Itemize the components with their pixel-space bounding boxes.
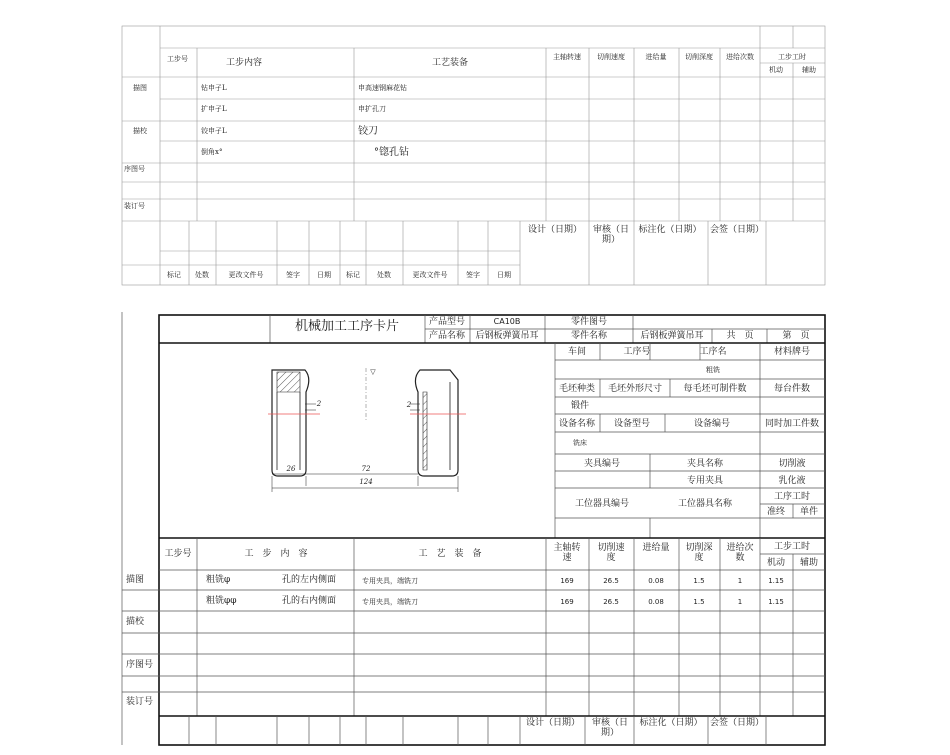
upper-sign-countersign: 会签（日期）	[710, 225, 765, 235]
coolant-value: 乳化液	[778, 476, 806, 486]
blank-type-value: 锻件	[570, 401, 590, 411]
upper-header-spindle: 主轴转速	[553, 53, 581, 61]
material-label: 材料牌号	[773, 347, 811, 357]
upper-sign-review: 审核（日期）	[592, 225, 629, 246]
lower-step-times: 1	[737, 577, 743, 585]
upper-sign-design: 设计（日期）	[527, 225, 582, 235]
coolant-label: 切削液	[778, 459, 806, 469]
upper-header-machine: 机动	[769, 66, 783, 74]
upper-footer-mark: 标记	[346, 271, 360, 279]
upper-step-content: 钻申孑L	[201, 84, 227, 92]
lower-header-feed: 进给量	[642, 543, 670, 553]
process-name-value: 粗铣	[706, 366, 720, 374]
lower-step-speed: 26.5	[603, 598, 619, 606]
parts-per-blank-label: 每毛坯可制件数	[683, 384, 747, 394]
upper-step-content: 扩申孑L	[201, 105, 227, 113]
drawing-dim-d: 2	[316, 400, 322, 408]
upper-footer-change-doc: 更改文件号	[228, 271, 264, 279]
upper-step-content: 铰申孑L	[201, 127, 227, 135]
upper-side-label: 描图	[133, 84, 147, 92]
product-model-value: CA10B	[493, 317, 521, 326]
process-name-label: 工序名	[699, 347, 727, 357]
lower-header-spindle: 主轴转速	[553, 543, 581, 564]
lower-side-label: 装订号	[126, 697, 154, 707]
upper-footer-count: 处数	[377, 271, 391, 279]
lower-step-content: 孔的左内侧面	[282, 575, 337, 585]
lower-step-feed: 0.08	[648, 577, 664, 585]
card-title: 机械加工工序卡片	[294, 319, 400, 334]
per-piece-label: 单件	[799, 507, 819, 517]
lower-header-cut-speed: 切削速度	[597, 543, 625, 564]
upper-header-aux: 辅助	[802, 66, 816, 74]
blank-size-label: 毛坯外形尺寸	[607, 384, 663, 394]
lower-step-content: 粗铣φ	[206, 575, 231, 585]
upper-header-cut-speed: 切削速度	[597, 53, 625, 61]
part-name-value: 后钢板弹簧吊耳	[640, 331, 704, 341]
lower-header-content: 工 步 内 容	[244, 549, 308, 559]
lower-header-step-no: 工步号	[164, 549, 192, 559]
upper-side-label: 序图号	[124, 165, 145, 173]
lower-step-depth: 1.5	[693, 577, 705, 585]
lower-sign-countersign: 会签（日期）	[709, 718, 765, 728]
lower-step-equipment: 专用夹具，端铣刀	[362, 577, 418, 585]
upper-step-equipment: °锪孔钻	[374, 147, 409, 158]
lower-step-content: 孔的右内侧面	[282, 596, 337, 606]
lower-header-aux: 辅助	[799, 558, 819, 568]
lower-side-label: 序图号	[126, 660, 154, 670]
upper-footer-mark: 标记	[167, 271, 181, 279]
upper-footer-date: 日期	[497, 271, 511, 279]
upper-header-feed-times: 进给次数	[726, 53, 754, 61]
upper-side-label: 描校	[133, 127, 147, 135]
upper-footer-signature: 签字	[286, 271, 300, 279]
process-hour-label: 工序工时	[773, 492, 811, 502]
lower-sign-design: 设计（日期）	[525, 718, 581, 728]
lower-step-equipment: 专用夹具，端铣刀	[362, 598, 418, 606]
part-name-label: 零件名称	[570, 331, 608, 341]
fixture-name-value: 专用夹具	[686, 476, 724, 486]
prep-end-label: 准终	[766, 507, 786, 517]
lower-step-feed: 0.08	[648, 598, 664, 606]
station-tool-no-label: 工位器具编号	[574, 499, 630, 509]
page-number: 第 页	[782, 331, 810, 341]
fixture-name-label: 夹具名称	[686, 459, 724, 469]
upper-step-equipment: 申扩孔刀	[358, 105, 386, 113]
station-tool-name-label: 工位器具名称	[677, 499, 733, 509]
upper-footer-count: 处数	[195, 271, 209, 279]
upper-header-feed: 进给量	[645, 53, 667, 61]
upper-header-equipment: 工艺装备	[431, 58, 469, 68]
product-name-label: 产品名称	[428, 331, 466, 341]
lower-step-machine: 1.15	[768, 577, 784, 585]
upper-footer-signature: 签字	[466, 271, 480, 279]
lower-header-work-hour: 工步工时	[773, 542, 811, 552]
drawing-dim-a: 26	[286, 465, 296, 473]
lower-side-label: 描图	[126, 575, 145, 585]
lower-step-speed: 26.5	[603, 577, 619, 585]
product-name-value: 后钢板弹簧吊耳	[475, 331, 539, 341]
roughness-symbol: ▽	[370, 368, 376, 376]
upper-header-cut-depth: 切削深度	[685, 53, 713, 61]
drawing-dim-b: 72	[361, 465, 371, 473]
equip-name-value: 铣床	[573, 439, 587, 447]
upper-header-work-hour: 工步工时	[778, 53, 806, 61]
parts-per-unit-label: 每台件数	[773, 384, 811, 394]
lower-step-spindle: 169	[560, 577, 574, 585]
lower-sign-standard: 标注化（日期）	[639, 718, 703, 728]
lower-step-content: 粗铣φφ	[206, 596, 237, 606]
lower-step-depth: 1.5	[693, 598, 705, 606]
lower-header-cut-depth: 切削深度	[685, 543, 713, 564]
part-no-label: 零件图号	[570, 317, 608, 327]
upper-sign-standard: 标注化（日期）	[638, 225, 702, 235]
process-no-label: 工序号	[623, 347, 651, 357]
upper-footer-date: 日期	[317, 271, 331, 279]
lower-step-times: 1	[737, 598, 743, 606]
upper-step-equipment: 铰刀	[358, 126, 378, 137]
lower-step-spindle: 169	[560, 598, 574, 606]
lower-step-machine: 1.15	[768, 598, 784, 606]
lower-side-label: 描校	[126, 617, 145, 627]
lower-header-feed-times: 进给次数	[726, 543, 754, 564]
drawing-dim-e: 2	[406, 401, 412, 409]
blank-type-label: 毛坯种类	[558, 384, 596, 394]
lower-header-equipment: 工 艺 装 备	[418, 549, 482, 559]
equip-no-label: 设备编号	[693, 419, 731, 429]
upper-step-equipment: 申高速钢麻花钻	[358, 84, 407, 92]
upper-side-label: 装订号	[124, 202, 145, 210]
upper-footer-change-doc: 更改文件号	[412, 271, 448, 279]
simultaneous-label: 同时加工件数	[764, 419, 820, 429]
product-model-label: 产品型号	[428, 317, 466, 327]
fixture-no-label: 夹具编号	[583, 459, 621, 469]
drawing-dim-c: 124	[359, 478, 373, 486]
equip-name-label: 设备名称	[558, 419, 596, 429]
upper-step-content: 倒角x°	[201, 148, 223, 156]
upper-header-content: 工步内容	[225, 58, 263, 68]
workshop-label: 车间	[567, 347, 587, 357]
part-drawing	[268, 368, 466, 492]
lower-form-grid	[122, 312, 825, 745]
equip-model-label: 设备型号	[613, 419, 651, 429]
total-pages: 共 页	[726, 331, 754, 341]
upper-header-step-no: 工步号	[167, 55, 188, 63]
lower-sign-review: 审核（日期）	[591, 718, 628, 739]
lower-header-machine: 机动	[766, 558, 786, 568]
